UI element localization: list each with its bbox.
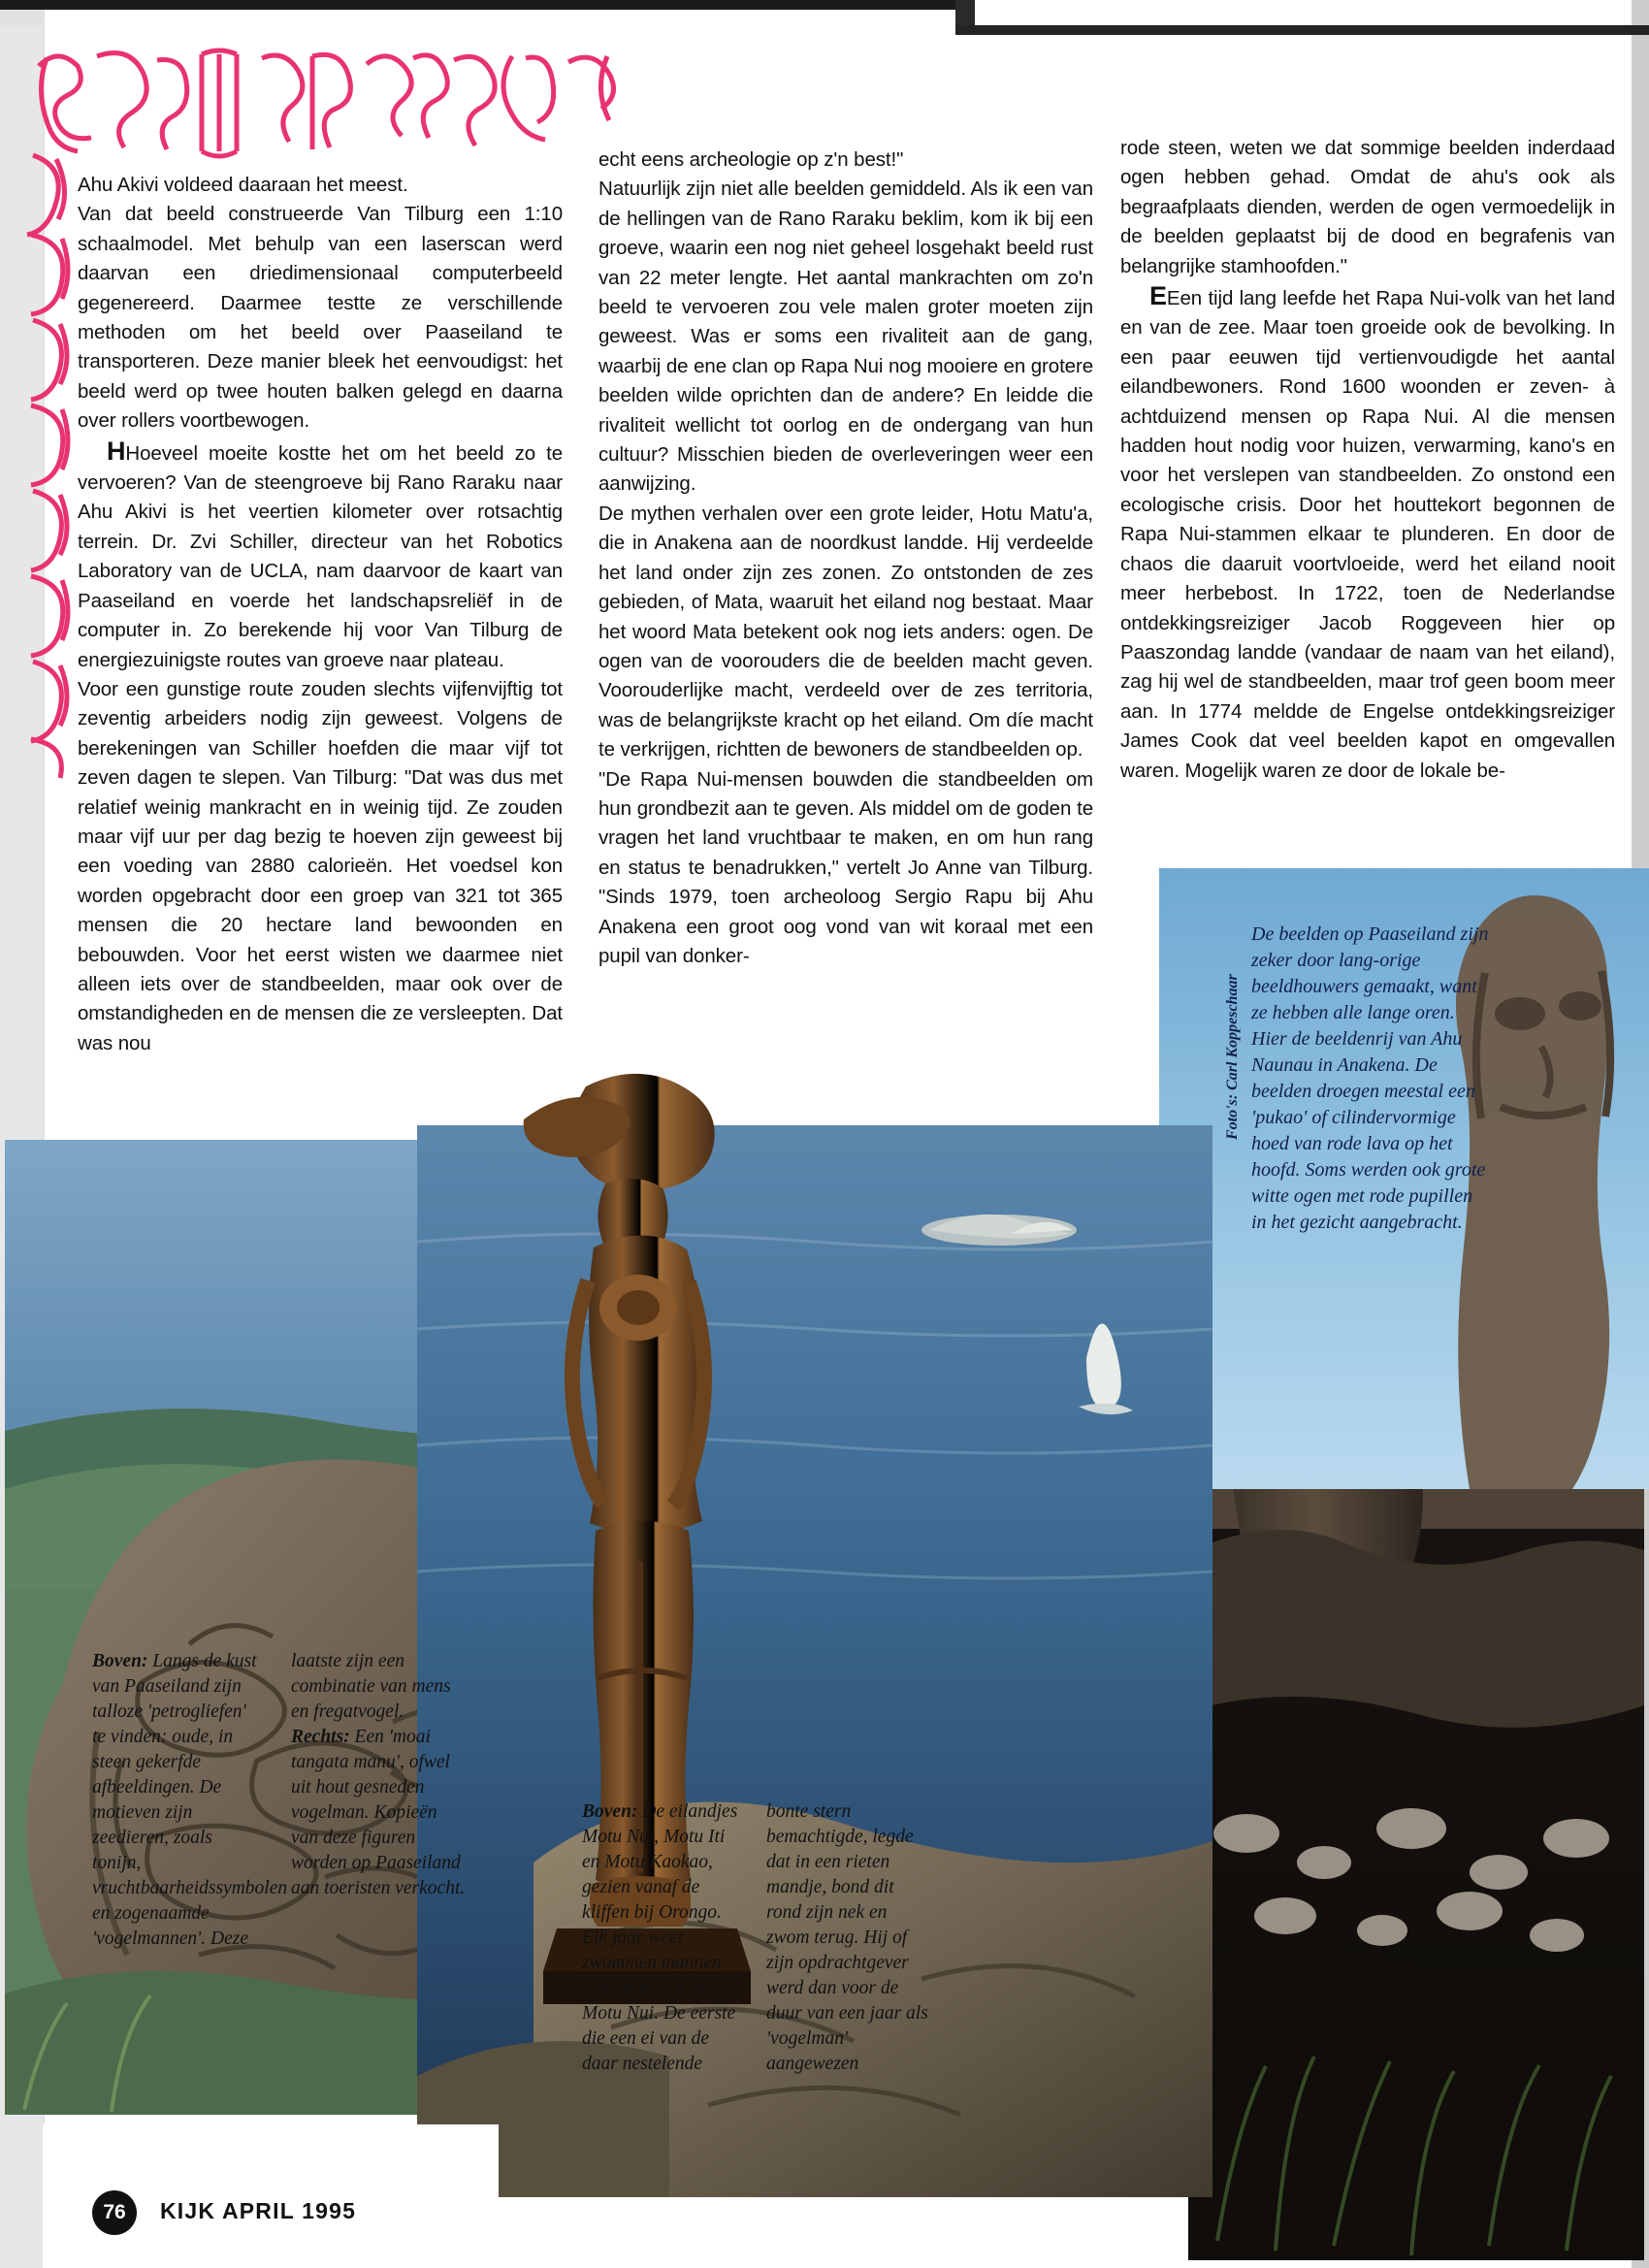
text-column-3 [1120, 134, 1615, 786]
caption-islets-part1 [582, 1799, 747, 2077]
dropcap: H [107, 436, 126, 466]
paragraph: Voor een gunstige route zouden slechts vijfenvijftig tot zeventig arbeiders nodig zijn geweest. Volgens de berekeningen van Schiller hoefden die maar vijf tot zeven dagen te slepen. Van Tilburg: "Dat was dus met relatief weinig mankracht en in weinig tijd. Ze zouden maar vijf uur per dag bezig te hoeven zijn geweest bij een voeding van 2880 calorieën. Het voedsel kon worden opgebracht door een groep van 321 tot 365 mensen die 20 hectare land bewoonden en bebouwden. Voor het eerst wisten we daarmee niet alleen iets over de standbeelden, maar ook over de omstandigheden en de mensen die ze versleepten. Dat was nou [78, 677, 563, 1054]
paragraph: De mythen verhalen over een grote leider, Hotu Matu'a, die in Anakena aan de noordkust landde. Hij verdeelde het land onder zijn zes zonen. Zo ontstonden de zes gebieden, of Mata, waaruit het eiland nog bestaat. Maar het woord Mata betekent ook nog iets anders: ogen. De ogen van de voorouders die de beelden macht geven. Voorouderlijke macht, verdeeld over de zes territoria, was de belangrijkste kracht op het eiland. Om díe macht te verkrijgen, richtten de bewoners de standbeelden op. [598, 502, 1093, 761]
caption-petroglyph [92, 1649, 288, 1952]
text-column-1 [78, 171, 563, 1058]
photo-credit: Foto's: Carl Koppeschaar [1224, 974, 1241, 1140]
paragraph: Ahu Akivi voldeed daaraan het meest. [78, 174, 408, 196]
caption-lead: Boven: [92, 1651, 148, 1671]
paragraph: Van dat beeld construeerde Van Tilburg een 1:10 schaalmodel. Met behulp van een laserscan werd daarvan een driedimensionaal computerbeeld gegenereerd. Daarmee testte ze verschillende methoden om het beeld over Paaseiland te transporteren. Deze manier bleek het eenvoudigst: het beeld werd op twee houten balken gelegd en daarna over rollers voortbewogen. [78, 203, 563, 433]
paragraph: Natuurlijk zijn niet alle beelden gemiddeld. Als ik een van de hellingen van de Rano Raraku beklim, kom ik bij een groeve, waarin een nog niet geheel losgehakt beeld rust van 22 meter lengte. Het aantal mankrachten om zo'n beeld te vervoeren zou vele malen groter moeten zijn geweest. Was er soms een rivaliteit aan de gang, waarbij de ene clan op Rapa Nui nog mooiere en grotere beelden wilde oprichten dan de andere? En leidde die rivaliteit wellicht tot oorlog en de ondergang van hun cultuur? Misschien bieden de overleveringen weer een aanwijzing. [598, 178, 1093, 496]
paragraph [1120, 281, 1615, 786]
page-number: 76 [92, 2190, 137, 2235]
caption-text: bonte stern bemachtigde, legde dat in een rieten mandje, bond dit rond zijn nek en zwom terug. Hij of zijn opdrachtgever werd dan voor de duur van een jaar als 'vogelman' aangewezen [766, 1801, 928, 2074]
scan-edge-top-dark-right [955, 25, 1649, 35]
petroglyph-decoration-top-icon [29, 37, 650, 163]
text-column-2 [598, 146, 1093, 971]
caption-lead: Rechts: [291, 1727, 350, 1747]
caption-text: De beelden op Paaseiland zijn zeker door lang-orige beeldhouwers gemaakt, want ze hebben alle lange oren. Hier de beeldenrij van Ahu Naunau in Anakena. De beelden droegen meestal een 'pukao' of cilindervormige hoed van rode lava op het hoofd. Soms werden ook grote witte ogen met rode pupillen in het gezicht aangebracht. [1251, 923, 1489, 1233]
paragraph-text: Een tijd lang leefde het Rapa Nui-volk van het land en van de zee. Maar toen groeide ook de bevolking. In een paar eeuwen tijd vertienvoudigde het aantal eilandbewoners. Rond 1600 woonden er zeven- à achtduizend mensen op Rapa Nui. Al die mensen hadden hout nodig voor huizen, verwarming, kano's en voor het verslepen van standbeelden. Zo onstond een ecologische crisis. Door het houttekort begonnen de Rapa Nui-stammen elkaar te plunderen. En door de chaos die daaruit voortvloeide, werd het eiland nooit meer herbebost. In 1722, toen de Nederlandse ontdekkingsreiziger Jacob Roggeveen hier op Paaszondag landde (vandaar de naam van het eiland), zag hij wel de standbeelden, maar trof geen boom meer aan. In 1774 meldde de Engelse ontdekkingsreiziger James Cook dat veel beelden kapot en omgevallen waren. Mogelijk waren ze door de lokale be- [1120, 287, 1615, 782]
caption-text: De eilandjes Motu Nui, Motu Iti en Motu Kaokao, gezien vanaf de kliffen bij Orongo. Elk jaar weer zwommen mannen van Orongo naar Motu Nui. De eerste die een ei van de daar nestelende [582, 1801, 738, 2074]
paragraph: echt eens archeologie op z'n best!" [598, 148, 904, 171]
paragraph-text: Hoeveel moeite kostte het om het beeld zo te vervoeren? Van de steengroeve bij Rano Raraku naar Ahu Akivi is het veertien kilometer over rotsachtig terrein. Dr. Zvi Schiller, directeur van het Robotics Laboratory van de UCLA, nam daarvoor de kaart van Paaseiland en voerde het landschapsreliëf in de computer in. Zo berekende hij voor Van Tilburg de energiezuinigste routes van groeve naar plateau. [78, 441, 563, 671]
caption-moai-row [1251, 922, 1489, 1236]
paragraph: rode steen, weten we dat sommige beelden inderdaad ogen hebben gehad. Omdat de ahu's ook als begraafplaats dienden, werden de ogen vermoedelijk in de beelden geplaatst bij de dood en begrafenis van belangrijke stamhoofden." [1120, 137, 1615, 277]
dropcap: E [1149, 281, 1167, 311]
magazine-issue: KIJK APRIL 1995 [160, 2198, 357, 2223]
caption-lead: Boven: [582, 1801, 638, 1822]
caption-islets-part2 [766, 1799, 931, 2077]
caption-birdman [291, 1649, 466, 1901]
scan-edge-top-dark [0, 0, 970, 10]
caption-text: Een 'moai tangata manu', ofwel uit hout gesneden vogelman. Kopieën van deze figuren worden op Paaseiland aan toeristen verkocht. [291, 1727, 466, 1898]
paragraph: "De Rapa Nui-mensen bouwden die standbeelden om hun grondbezit aan te geven. Als middel om de goden te vragen het land vruchtbaar te maken, en om hun rang en status te benadrukken," vertelt Jo Anne van Tilburg. "Sinds 1979, toen archeoloog Sergio Rapu bij Ahu Anakena een groot oog vond van wit koraal met een pupil van donker- [598, 767, 1093, 967]
caption-continuation: laatste zijn een combinatie van mens en fregatvogel. [291, 1651, 451, 1722]
paragraph [78, 437, 563, 675]
caption-text: Langs de kust van Paaseiland zijn talloze 'petrogliefen' te vinden: oude, in steen gekerfde afbeeldingen. De motieven zijn zeedieren, zoals tonijn, vruchtbaarheidssymbolen en zogenaamde 'vogelmannen'. Deze [92, 1651, 288, 1949]
